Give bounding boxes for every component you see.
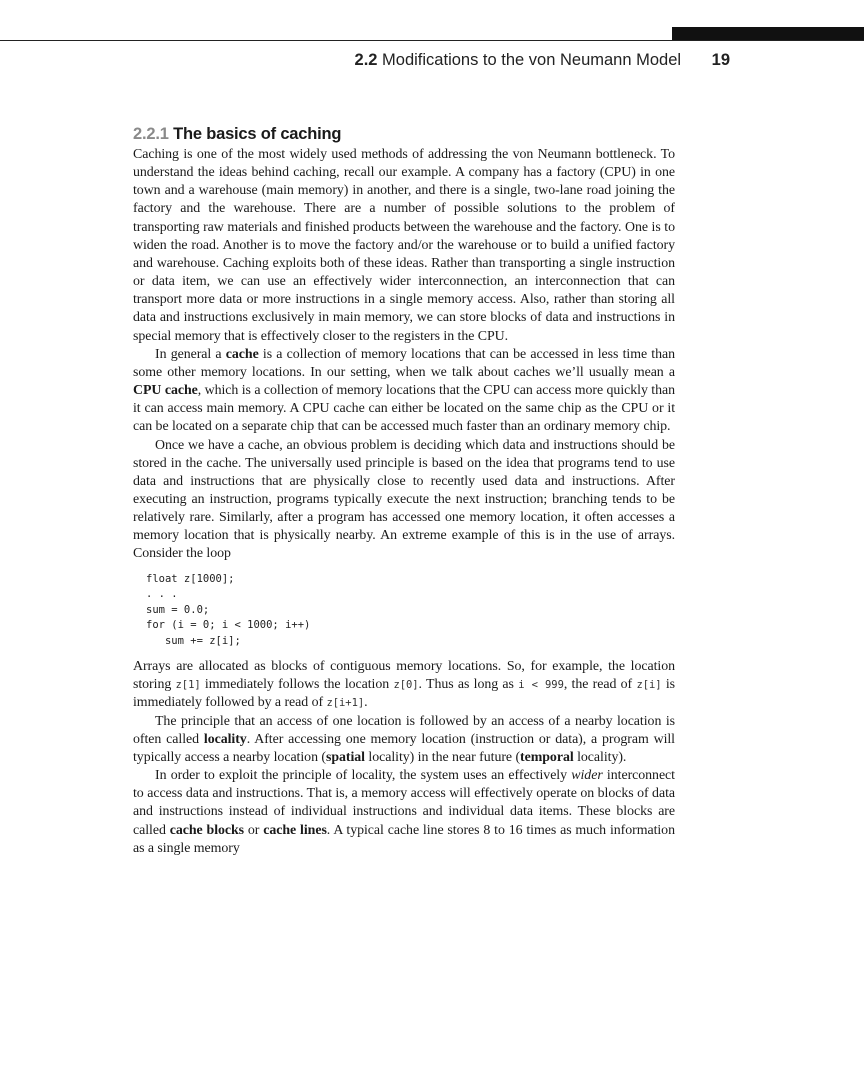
text: or: [244, 822, 264, 838]
text: .: [364, 695, 368, 711]
text: In general a: [155, 346, 226, 362]
term-cache-blocks: cache blocks: [169, 822, 245, 838]
text: interconnect to access data and instructions. That is, a memory access will effectively operate on blocks of data and instructions instead of individual instructions and individual data items. These blocks are called: [133, 768, 675, 838]
section-number: 2.2.1: [133, 125, 169, 143]
paragraph-2: [133, 346, 675, 437]
inline-code: i < 999: [518, 679, 564, 692]
header-section-number: 2.2: [354, 51, 378, 69]
page-body: [133, 123, 675, 858]
inline-code: z[0]: [393, 679, 419, 692]
paragraph-1: Caching is one of the most widely used methods of addressing the von Neumann bottleneck. To understand the ideas behind caching, recall our example. A company has a factory (CPU) in one town and a warehouse (main memory) in another, and there is a single, two-lane road joining the factory and the warehouse. There are a number of possible solutions to the problem of transporting raw materials and finished products between the warehouse and the factory. One is to widen the road. Another is to move the factory and/or the warehouse or to build a unified factory and warehouse. Caching exploits both of these ideas. Rather than transporting a single instruction or data item, we can use an effectively wider interconnection, an interconnection that can transport more data or more instructions in a single memory access. Also, rather than storing all data and instructions exclusively in main memory, we can store blocks of data and instructions in special memory that is effectively closer to the registers in the CPU.: [133, 147, 675, 344]
paragraph-6: [133, 767, 675, 858]
text: , which is a collection of memory locations that the CPU can access more quickly than it can access main memory. A CPU cache can either be located on the same chip as the CPU or it can be located on a separate chip that can be accessed much faster than an ordinary memory chip.: [133, 383, 675, 435]
inline-code: z[1]: [175, 679, 201, 692]
text: locality) in the near future (: [365, 749, 521, 765]
header-section-title: Modifications to the von Neumann Model: [382, 51, 682, 69]
term-locality: locality: [203, 731, 247, 747]
term-temporal: temporal: [520, 749, 574, 765]
header-rule: [0, 40, 864, 41]
text: immediately follows the location: [200, 677, 394, 693]
text: . After accessing one memory location (instruction or data), a program will typically access a nearby location (: [133, 731, 675, 765]
text: . A typical cache line stores 8 to 16 times as much information as a single memory: [133, 822, 675, 856]
text: Arrays are allocated as blocks of contiguous memory locations. So, for example, the location storing: [133, 659, 675, 693]
text: In order to exploit the principle of locality, the system uses an effectively: [155, 768, 572, 784]
text: is immediately followed by a read of: [133, 677, 675, 711]
paragraph-4: [133, 658, 675, 712]
running-header: [300, 49, 730, 71]
paragraph-3: Once we have a cache, an obvious problem is deciding which data and instructions should be stored in the cache. The universally used principle is based on the idea that programs tend to use data and instructions that are physically close to recently used data and instructions. After executing an instruction, programs typically execute the next instruction; branching tends to be relatively rare. Similarly, after a program has accessed one memory location, it often accesses a memory location that is physically nearby. An extreme example of this is in the use of arrays. Consider the loop: [133, 437, 675, 562]
term-cache-lines: cache lines: [263, 822, 327, 838]
emphasis-wider: wider: [571, 768, 603, 784]
paragraph-5: [133, 713, 675, 767]
inline-code: z[i+1]: [326, 697, 365, 710]
header-bar-block: [672, 27, 864, 41]
text: is a collection of memory locations that can be accessed in less time than some other memory locations. In our setting, when we talk about caches we’ll usually mean a: [133, 346, 675, 380]
inline-code: z[i]: [636, 679, 662, 692]
section-title: The basics of caching: [173, 125, 342, 143]
text: The principle that an access of one location is followed by an access of a nearby location is often called: [133, 713, 675, 747]
text: , the read of: [563, 677, 637, 693]
page-number: 19: [711, 51, 730, 69]
section-heading: [133, 123, 675, 145]
term-cache: cache: [225, 346, 259, 362]
term-cpu-cache: CPU cache: [133, 383, 198, 399]
term-spatial: spatial: [325, 749, 365, 765]
code-listing: float z[1000]; . . . sum = 0.0; for (i = 0; i < 1000; i++) sum += z[i];: [146, 572, 311, 647]
text: . Thus as long as: [418, 677, 519, 693]
text: locality).: [573, 749, 627, 765]
